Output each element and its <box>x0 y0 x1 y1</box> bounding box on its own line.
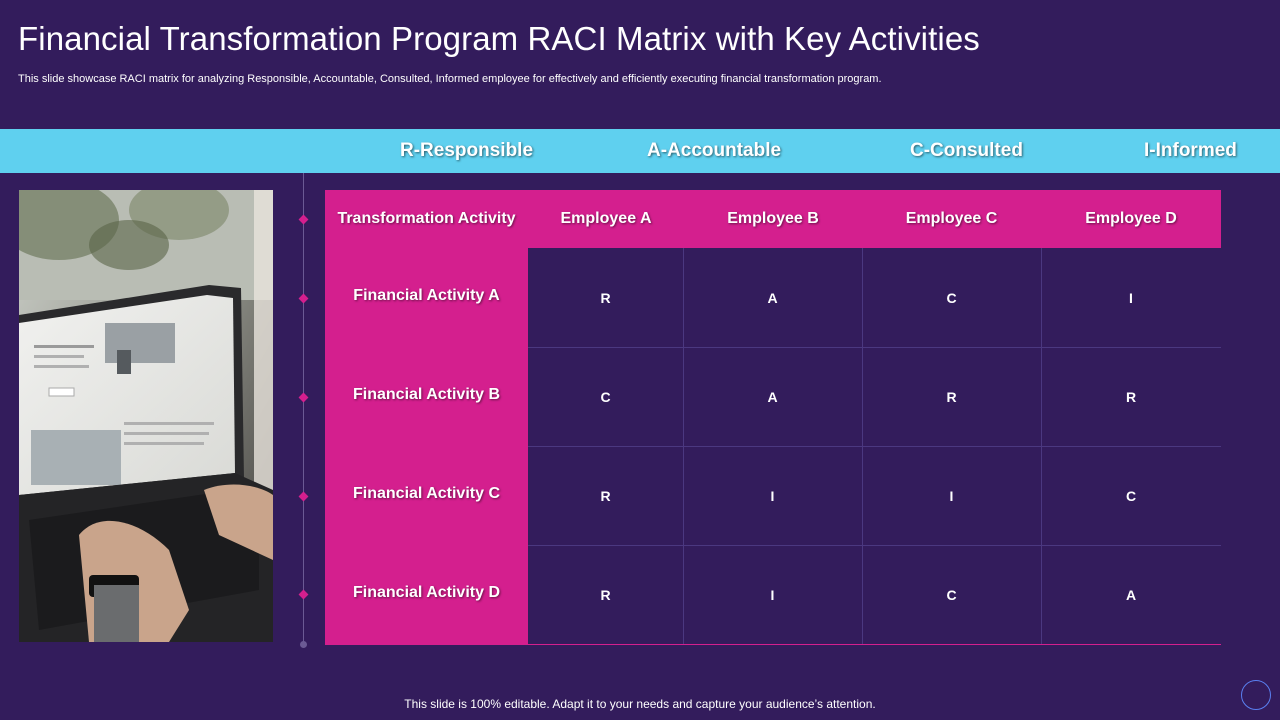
raci-cell: R <box>600 290 611 306</box>
grid-divider <box>528 545 1221 546</box>
raci-cell: R <box>600 587 611 603</box>
activity-label: Financial Activity B <box>353 386 500 403</box>
raci-cell: A <box>1125 587 1137 603</box>
timeline-marker <box>299 590 309 600</box>
activity-label: Financial Activity A <box>353 287 500 304</box>
raci-cell: A <box>767 290 778 306</box>
slide-title: Financial Transformation Program RACI Matrix with Key Activities <box>18 20 980 57</box>
raci-cell: A <box>767 389 778 405</box>
table-bottom-border <box>325 644 1221 645</box>
raci-cell: C <box>1125 488 1137 504</box>
header-transformation-activity: Transformation Activity <box>337 210 516 227</box>
raci-cell: I <box>1129 290 1133 306</box>
grid-divider <box>528 347 1221 348</box>
activity-column <box>325 248 528 645</box>
timeline-marker <box>299 294 309 304</box>
raci-cell: I <box>949 488 954 504</box>
header-employee-d: Employee D <box>1085 210 1177 227</box>
activity-label: Financial Activity D <box>353 584 500 601</box>
activity-label: Financial Activity C <box>353 485 500 502</box>
raci-cell: C <box>946 587 957 603</box>
legend-informed: I-Informed <box>1144 140 1237 161</box>
table-header-row <box>325 190 1221 248</box>
slide-footer: This slide is 100% editable. Adapt it to your needs and capture your audience’s attention. <box>404 697 876 711</box>
raci-cell: C <box>600 389 611 405</box>
raci-cell: C <box>946 290 957 306</box>
grid-divider <box>528 446 1221 447</box>
legend-responsible: R-Responsible <box>400 140 534 161</box>
timeline-marker <box>299 393 309 403</box>
raci-cell: R <box>1125 389 1137 405</box>
laptop-photo-illustration <box>19 190 273 642</box>
raci-cell: R <box>946 389 957 405</box>
slide-subtitle: This slide showcase RACI matrix for analyzing Responsible, Accountable, Consulted, Informed employee for effectively and efficiently executing financial transformation program. <box>18 73 882 85</box>
header-employee-a: Employee A <box>560 210 652 227</box>
timeline-end-dot <box>300 641 307 648</box>
raci-values-grid <box>528 248 1221 645</box>
raci-legend-bar <box>0 129 1280 173</box>
raci-matrix-table <box>325 190 1221 645</box>
timeline-marker <box>299 492 309 502</box>
legend-accountable: A-Accountable <box>647 140 782 161</box>
header-employee-c: Employee C <box>905 210 998 227</box>
circle-icon <box>1241 680 1271 710</box>
raci-cell: I <box>770 488 775 504</box>
timeline-marker <box>299 215 309 225</box>
raci-cell: R <box>600 488 611 504</box>
laptop-photo <box>19 190 273 642</box>
timeline-line <box>303 173 304 645</box>
header-employee-b: Employee B <box>727 210 819 227</box>
legend-consulted: C-Consulted <box>910 140 1023 161</box>
raci-cell: I <box>770 587 775 603</box>
